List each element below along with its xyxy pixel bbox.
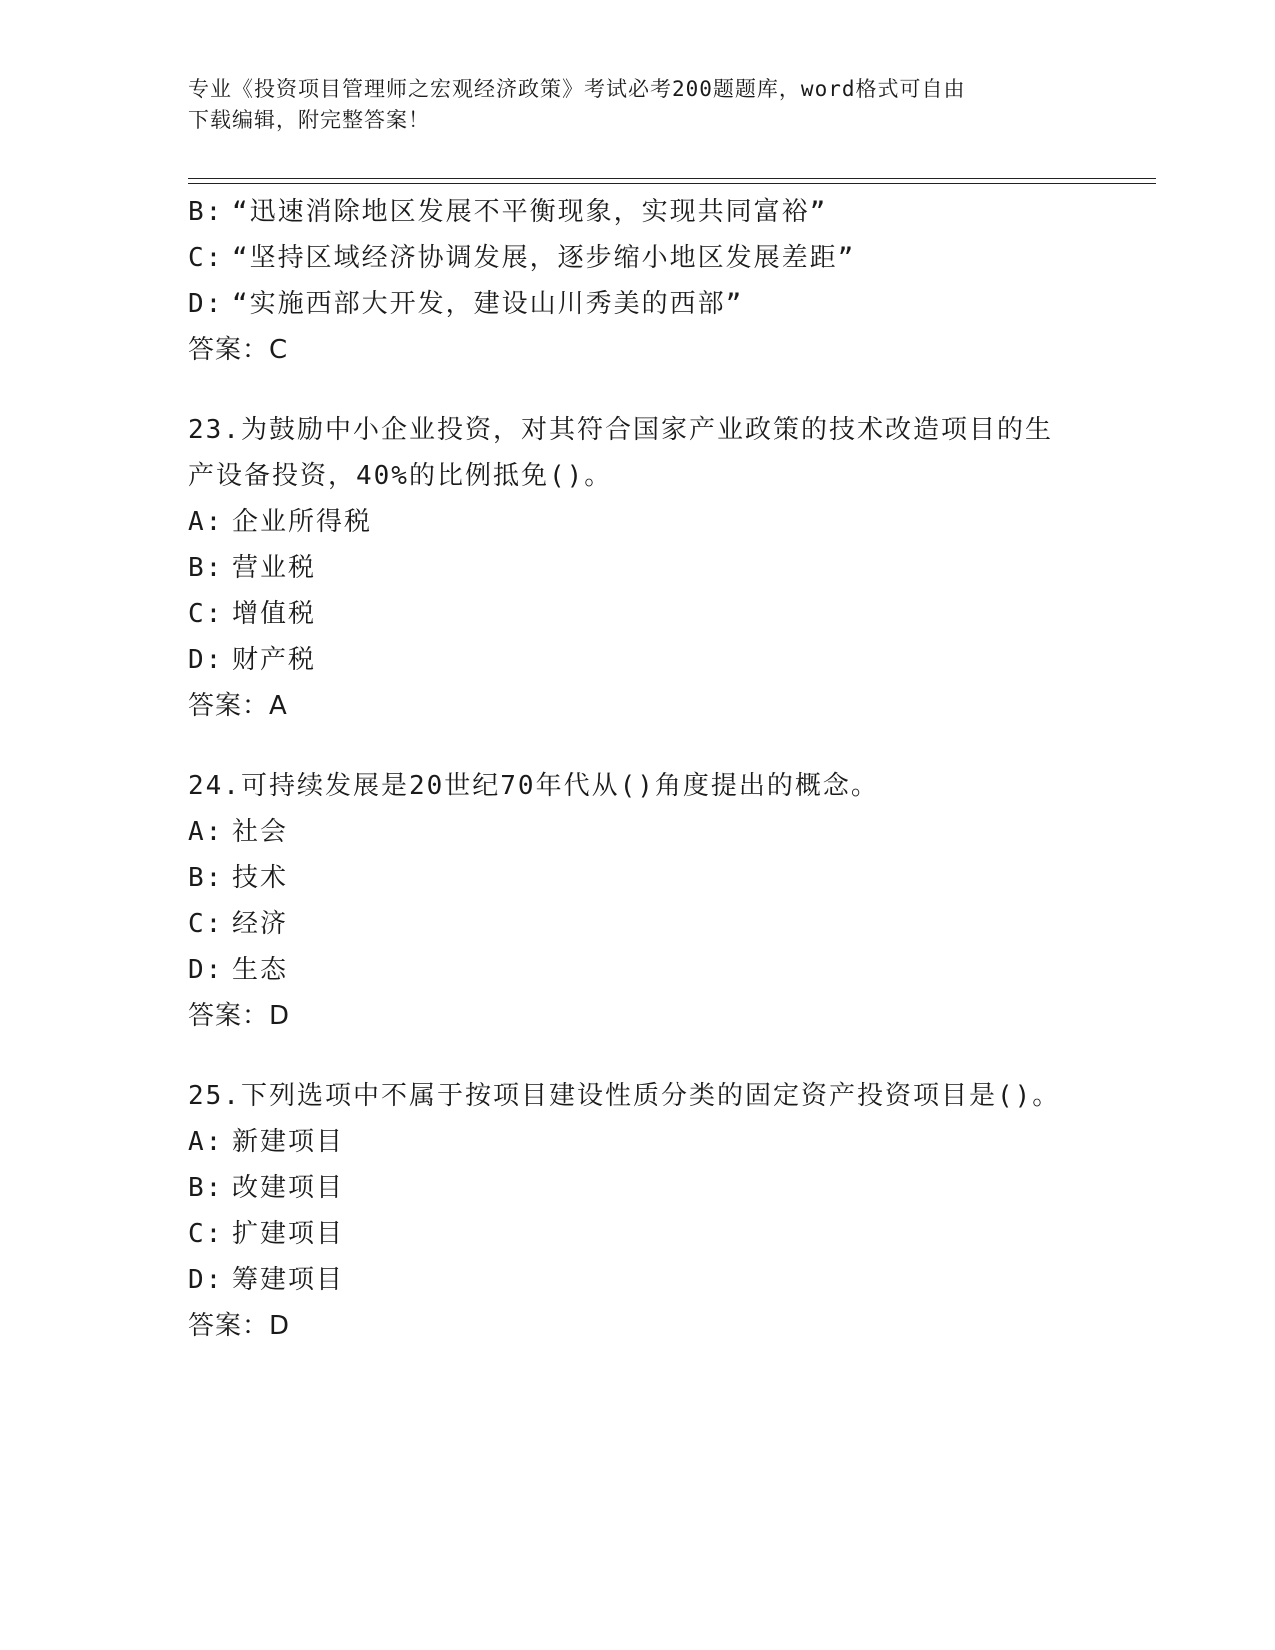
option-key: C: bbox=[188, 909, 224, 939]
option-key: A: bbox=[188, 817, 224, 847]
option-b bbox=[188, 545, 1108, 591]
option-key: D: bbox=[188, 289, 224, 319]
option-text: 改建项目 bbox=[232, 1173, 345, 1203]
option-text: 扩建项目 bbox=[232, 1219, 345, 1249]
option-c bbox=[188, 901, 1108, 947]
answer-line: 答案：D bbox=[188, 1311, 291, 1341]
option-d bbox=[188, 947, 1108, 993]
option-c bbox=[188, 591, 1108, 637]
option-d bbox=[188, 281, 1108, 327]
option-text: 增值税 bbox=[232, 599, 317, 629]
option-key: C: bbox=[188, 1219, 224, 1249]
option-key: D: bbox=[188, 1265, 224, 1295]
question-24 bbox=[188, 763, 1108, 1039]
option-text: 企业所得税 bbox=[232, 507, 373, 537]
header-divider bbox=[188, 178, 1156, 184]
option-a bbox=[188, 809, 1108, 855]
option-key: B: bbox=[188, 863, 224, 893]
option-key: C: bbox=[188, 599, 224, 629]
question-23 bbox=[188, 407, 1108, 729]
option-a bbox=[188, 499, 1108, 545]
carryover-question bbox=[188, 189, 1108, 373]
header-line-2: 下载编辑，附完整答案！ bbox=[188, 108, 430, 132]
option-key: D: bbox=[188, 955, 224, 985]
question-stem: 23.为鼓励中小企业投资，对其符合国家产业政策的技术改造项目的生 bbox=[188, 415, 1053, 445]
option-b bbox=[188, 1165, 1108, 1211]
option-key: D: bbox=[188, 645, 224, 675]
option-c bbox=[188, 235, 1108, 281]
option-a bbox=[188, 1119, 1108, 1165]
option-text: “实施西部大开发，建设山川秀美的西部” bbox=[232, 289, 744, 319]
option-text: 筹建项目 bbox=[232, 1265, 345, 1295]
option-key: A: bbox=[188, 507, 224, 537]
option-text: 财产税 bbox=[232, 645, 317, 675]
option-text: 社会 bbox=[232, 817, 289, 847]
option-key: B: bbox=[188, 553, 224, 583]
option-d bbox=[188, 1257, 1108, 1303]
question-25 bbox=[188, 1073, 1108, 1349]
option-text: “迅速消除地区发展不平衡现象，实现共同富裕” bbox=[232, 197, 828, 227]
option-text: 技术 bbox=[232, 863, 289, 893]
question-stem: 24.可持续发展是20世纪70年代从()角度提出的概念。 bbox=[188, 771, 879, 801]
answer-line: 答案：C bbox=[188, 335, 289, 365]
document-body bbox=[188, 189, 1108, 1349]
answer-line: 答案：D bbox=[188, 1001, 291, 1031]
option-b bbox=[188, 189, 1108, 235]
header-line-1: 专业《投资项目管理师之宏观经济政策》考试必考200题题库，word格式可自由 bbox=[188, 77, 966, 101]
option-d bbox=[188, 637, 1108, 683]
option-c bbox=[188, 1211, 1108, 1257]
question-stem: 25.下列选项中不属于按项目建设性质分类的固定资产投资项目是()。 bbox=[188, 1081, 1061, 1111]
question-stem-continued: 产设备投资，40%的比例抵免()。 bbox=[188, 461, 613, 491]
option-text: 生态 bbox=[232, 955, 289, 985]
page-header bbox=[188, 74, 1088, 136]
option-text: 经济 bbox=[232, 909, 289, 939]
option-key: B: bbox=[188, 197, 224, 227]
option-key: B: bbox=[188, 1173, 224, 1203]
option-key: C: bbox=[188, 243, 224, 273]
answer-line: 答案：A bbox=[188, 691, 288, 721]
option-key: A: bbox=[188, 1127, 224, 1157]
option-b bbox=[188, 855, 1108, 901]
option-text: 营业税 bbox=[232, 553, 317, 583]
option-text: “坚持区域经济协调发展，逐步缩小地区发展差距” bbox=[232, 243, 856, 273]
option-text: 新建项目 bbox=[232, 1127, 345, 1157]
